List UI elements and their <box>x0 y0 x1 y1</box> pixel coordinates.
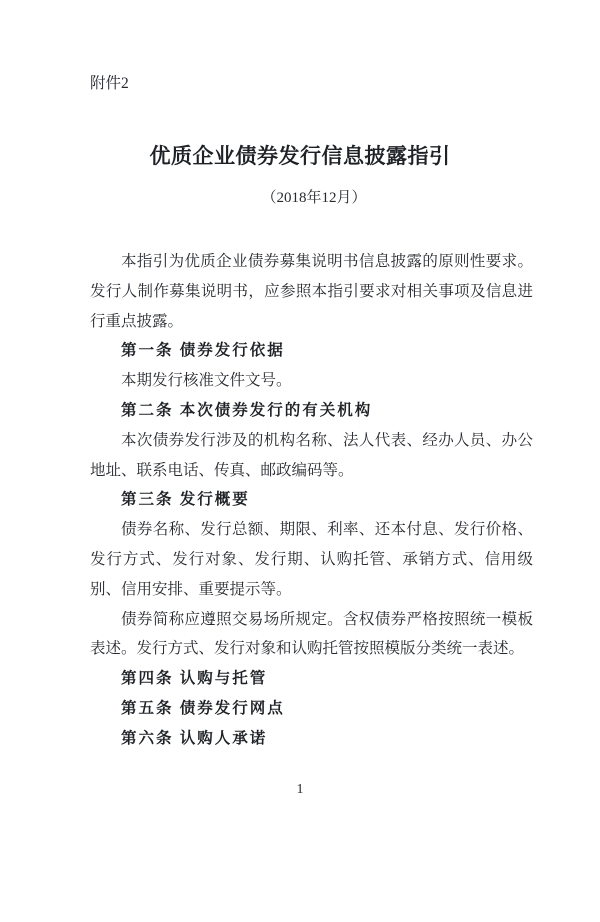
article-3-heading: 第三条 发行概要 <box>121 491 250 509</box>
attachment-label: 附件2 <box>90 75 129 92</box>
article-3-paragraph-1: 债券名称、发行总额、期限、利率、还本付息、发行价格、发行方式、发行对象、发行期、认购托管、承销方式、信用级别、信用安排、重要提示等。 <box>90 521 533 598</box>
page-number: 1 <box>296 781 304 797</box>
document-page <box>0 74 600 922</box>
article-3-paragraph-2: 债券简称应遵照交易场所规定。含权债券严格按照统一模板表述。发行方式、发行对象和认购托管按照模版分类统一表述。 <box>90 610 533 658</box>
article-4-heading: 第四条 认购与托管 <box>121 670 268 688</box>
document-date: （2018年12月） <box>261 190 367 206</box>
article-1-heading: 第一条 债券发行依据 <box>121 342 285 360</box>
document-title: 优质企业债券发行信息披露指引 <box>149 145 451 168</box>
intro-paragraph: 本指引为优质企业债券募集说明书信息披露的原则性要求。发行人制作募集说明书，应参照本指引要求对相关事项及信息进行重点披露。 <box>90 253 533 330</box>
article-1-paragraph: 本期发行核准文件文号。 <box>121 372 292 390</box>
document-body <box>90 247 533 754</box>
article-2-heading: 第二条 本次债券发行的有关机构 <box>121 401 373 419</box>
article-2-paragraph: 本次债券发行涉及的机构名称、法人代表、经办人员、办公地址、联系电话、传真、邮政编码等。 <box>90 431 533 479</box>
article-5-heading: 第五条 债券发行网点 <box>121 699 285 717</box>
article-6-heading: 第六条 认购人承诺 <box>121 729 268 747</box>
